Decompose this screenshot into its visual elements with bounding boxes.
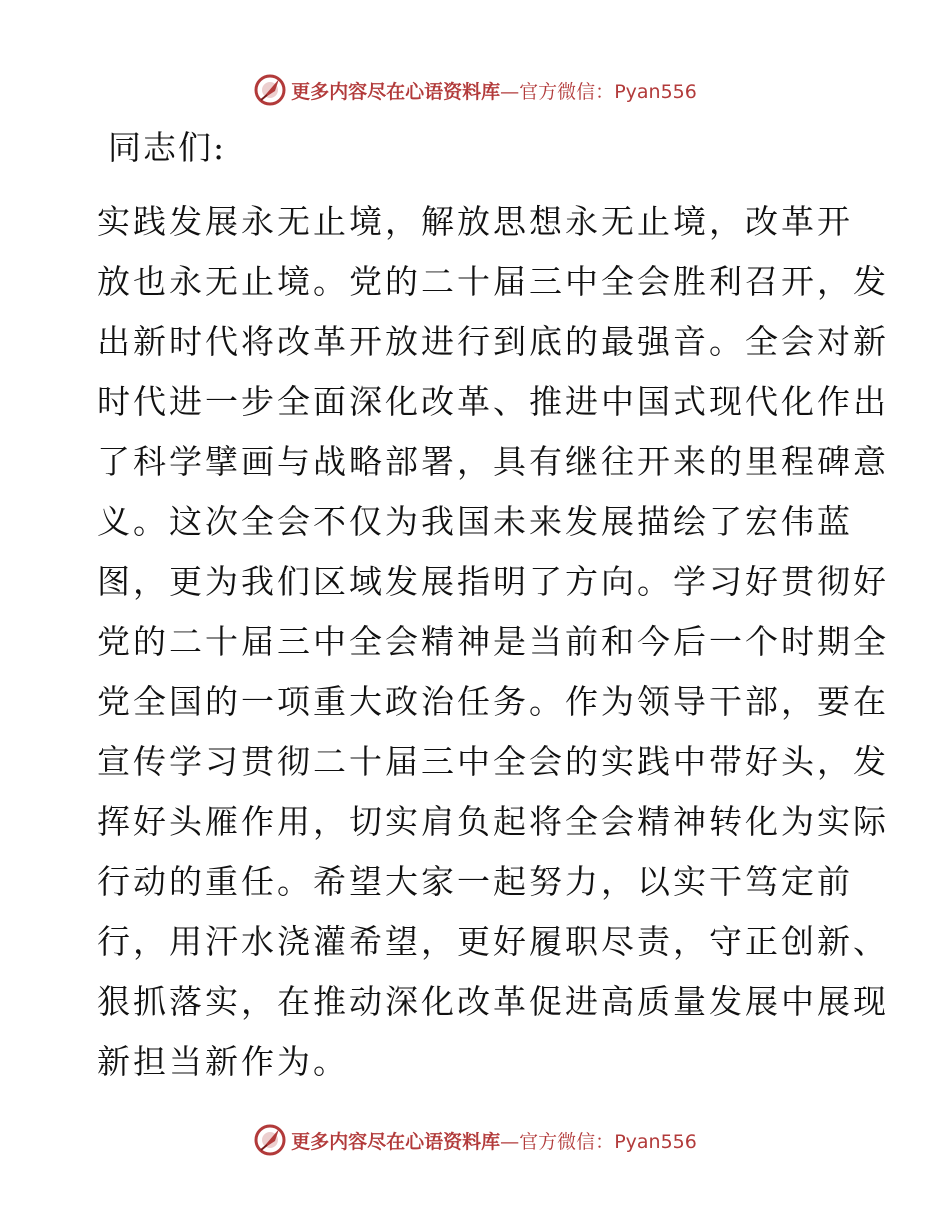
watermark-text [291,77,697,104]
text-line: 行动的重任。希望大家一起努力，以实干笃定前 [97,862,853,901]
text-line: 行，用汗水浇灌希望，更好履职尽责，守正创新、 [97,922,889,961]
text-line: 图，更为我们区域发展指明了方向。学习好贯彻好 [97,562,889,601]
watermark-prefix: 更多内容尽在心语资料库 [291,80,501,103]
text-line: 义。这次全会不仅为我国未来发展描绘了宏伟蓝 [97,502,853,541]
watermark-prefix: 更多内容尽在心语资料库 [291,1130,501,1153]
quill-logo-icon [253,73,287,107]
header-watermark [0,70,950,110]
watermark-text [291,1127,697,1154]
watermark-handle: Pyan556 [614,1130,697,1153]
watermark-handle: Pyan556 [614,80,697,103]
text-line: 宣传学习贯彻二十届三中全会的实践中带好头，发 [97,742,889,781]
text-line: 实践发展永无止境，解放思想永无止境，改革开 [97,202,853,241]
watermark-dash: — [500,80,520,103]
watermark-middle: 官方微信： [519,1130,615,1153]
text-line: 了科学擘画与战略部署，具有继往开来的里程碑意 [97,442,889,481]
text-line: 放也永无止境。党的二十届三中全会胜利召开，发 [97,262,889,301]
text-line: 时代进一步全面深化改革、推进中国式现代化作出 [97,382,889,421]
text-line: 出新时代将改革开放进行到底的最强音。全会对新 [97,322,889,361]
text-line: 新担当新作为。 [97,1042,349,1081]
footer-watermark [0,1120,950,1160]
text-line: 挥好头雁作用，切实肩负起将全会精神转化为实际 [97,802,889,841]
text-line: 狠抓落实，在推动深化改革促进高质量发展中展现 [97,982,889,1021]
watermark-middle: 官方微信： [519,80,615,103]
text-line: 党全国的一项重大政治任务。作为领导干部，要在 [97,682,889,721]
salutation: 同志们: [108,128,227,167]
text-line: 党的二十届三中全会精神是当前和今后一个时期全 [97,622,889,661]
watermark-dash: — [500,1130,520,1153]
body-paragraph [97,194,897,1094]
quill-logo-icon [253,1123,287,1157]
